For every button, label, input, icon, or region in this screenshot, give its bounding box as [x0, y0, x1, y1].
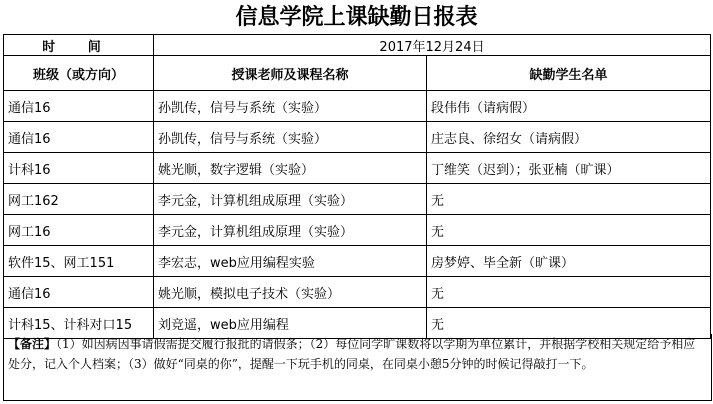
cell-class: 网工16 — [4, 215, 154, 246]
cell-teacher-course: 孙凯传，信号与系统（实验） — [154, 91, 427, 122]
cell-class: 计科16 — [4, 153, 154, 184]
cell-absent: 无 — [427, 184, 711, 215]
table-row — [4, 184, 711, 215]
date-value: 2017年12月24日 — [154, 35, 711, 56]
table-row — [4, 91, 711, 122]
cell-absent: 房梦婷、毕全新（旷课） — [427, 246, 711, 277]
cell-absent: 无 — [427, 308, 711, 339]
remarks-label: 【备注】 — [8, 337, 57, 351]
cell-teacher-course: 姚光顺，模拟电子技术（实验） — [154, 277, 427, 308]
cell-class: 通信16 — [4, 122, 154, 153]
header-teacher-course: 授课老师及课程名称 — [154, 56, 427, 91]
table-row — [4, 277, 711, 308]
table-row — [4, 122, 711, 153]
cell-class: 通信16 — [4, 91, 154, 122]
header-absent: 缺勤学生名单 — [427, 56, 711, 91]
cell-class: 网工162 — [4, 184, 154, 215]
cell-teacher-course: 李元金，计算机组成原理（实验） — [154, 215, 427, 246]
cell-absent: 无 — [427, 215, 711, 246]
table-row — [4, 246, 711, 277]
remarks-text: （1）如因病因事请假需提交履行报批的请假条；（2）每位同学旷课数将以学期为单位累计，并根据学校相关规定给予相应处分，记入个人档案；（3）做好“同桌的你”，提醒一下玩手机的同桌，在同桌小憩5分钟的时候记得敲打一下。 — [8, 337, 696, 371]
cell-teacher-course: 孙凯传，信号与系统（实验） — [154, 122, 427, 153]
cell-absent: 庄志良、徐绍女（请病假） — [427, 122, 711, 153]
table-row — [4, 215, 711, 246]
remarks — [3, 334, 712, 401]
cell-teacher-course: 李元金，计算机组成原理（实验） — [154, 184, 427, 215]
date-label: 时 间 — [4, 35, 154, 56]
cell-absent: 丁维笑（迟到）；张亚楠（旷课） — [427, 153, 711, 184]
cell-teacher-course: 刘竞遥，web应用编程 — [154, 308, 427, 339]
cell-teacher-course: 姚光顺，数字逻辑（实验） — [154, 153, 427, 184]
date-row — [4, 35, 711, 56]
header-row — [4, 56, 711, 91]
cell-absent: 段伟伟（请病假） — [427, 91, 711, 122]
cell-class: 软件15、网工151 — [4, 246, 154, 277]
cell-teacher-course: 李宏志，web应用编程实验 — [154, 246, 427, 277]
table-row — [4, 153, 711, 184]
cell-absent: 无 — [427, 277, 711, 308]
report-title: 信息学院上课缺勤日报表 — [235, 4, 478, 30]
header-class: 班级（或方向） — [4, 56, 154, 91]
absence-table — [3, 34, 711, 339]
cell-class: 计科15、计科对口15 — [4, 308, 154, 339]
cell-class: 通信16 — [4, 277, 154, 308]
